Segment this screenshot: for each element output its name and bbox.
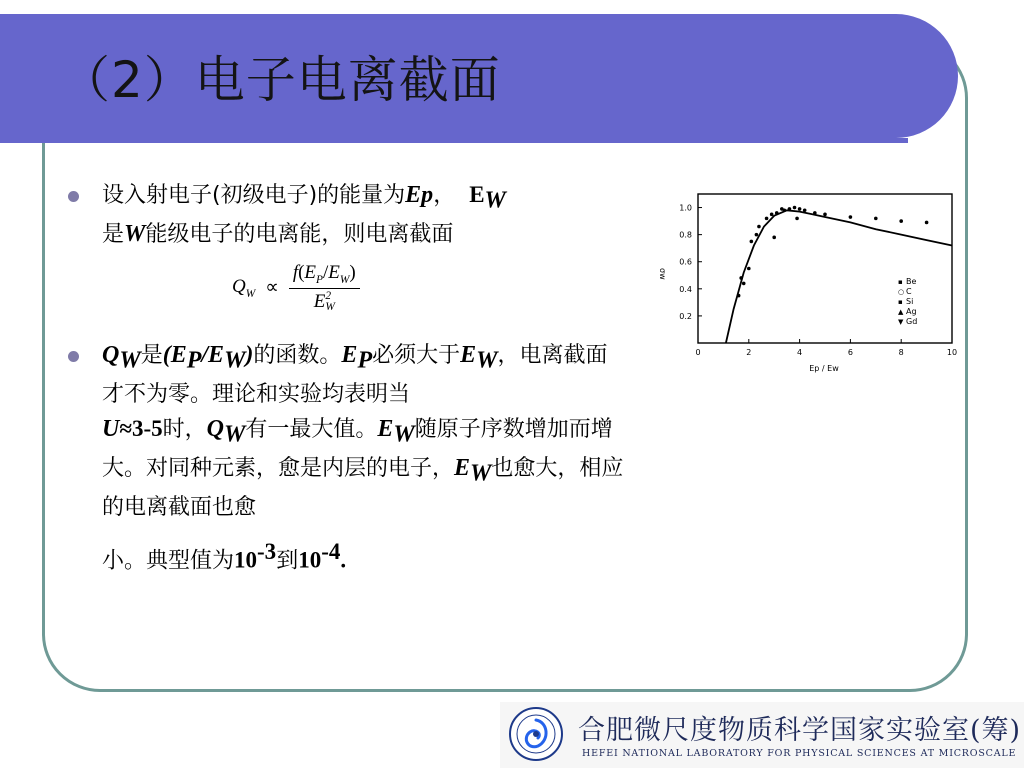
- data-point: [780, 207, 784, 211]
- institution-name-en: HEFEI NATIONAL LABORATORY FOR PHYSICAL SCIENCES AT MICROSCALE: [582, 748, 1017, 759]
- bullet-text-2: $Q_W$是$(E_P/E_W)$的函数。$E_P$必须大于$E_W$，电离截面才不为零。理论和实验均表明当 U≈3-5时，$Q_W$有一最大值。$E_W$随原子序数增加而增大。对同种元素，愈是内层的电子，$E_W$也愈大，相应的电离截面也愈 小。典型值为$10^{-3}$到$10^{-4}$.: [102, 342, 624, 573]
- data-point: [747, 267, 751, 271]
- data-point: [755, 233, 759, 237]
- data-point: [849, 215, 853, 219]
- data-point: [775, 211, 779, 215]
- data-point: [899, 219, 903, 223]
- bullet-text-1: 设入射电子(初级电子)的能量为Ep， $E_W$ 是W能级电子的电离能，则电离截面: [102, 182, 506, 248]
- institution-seal-logo: [508, 706, 564, 762]
- x-axis-label: Ep / Ew: [809, 364, 839, 373]
- data-point: [742, 282, 746, 286]
- ionization-formula: [232, 262, 360, 314]
- legend-marker-icon: ▼: [898, 318, 904, 326]
- bullet-dot-icon: [68, 191, 79, 202]
- data-point: [737, 294, 741, 298]
- data-point: [765, 217, 769, 221]
- legend-marker-icon: ▪: [898, 278, 903, 286]
- institution-name-cn: 合肥微尺度物质科学国家实验室(筹): [578, 715, 1022, 746]
- data-point: [739, 276, 743, 280]
- y-tick-label: 0.4: [679, 284, 692, 294]
- institution-banner: [500, 702, 1024, 768]
- legend-label: C: [906, 287, 912, 296]
- y-axis-label: σw: [658, 268, 667, 280]
- legend-marker-icon: ▪: [898, 298, 903, 306]
- data-point: [757, 225, 761, 229]
- x-tick-label: 0: [695, 348, 701, 357]
- y-tick-label: 0.6: [679, 257, 692, 267]
- data-point: [750, 240, 754, 244]
- data-point: [874, 217, 878, 221]
- data-point: [772, 236, 776, 240]
- slide-title: （2）电子电离截面: [60, 51, 501, 109]
- data-point: [795, 217, 799, 221]
- legend-marker-icon: ▲: [898, 308, 904, 316]
- data-point: [770, 213, 774, 217]
- data-point: [823, 213, 827, 217]
- data-point: [803, 208, 807, 212]
- formula-fraction: [289, 262, 360, 314]
- y-tick-label: 0.2: [679, 311, 692, 321]
- proportional-symbol: ∝: [265, 277, 279, 299]
- data-point: [788, 207, 792, 211]
- chart-svg: [652, 190, 972, 380]
- x-tick-label: 4: [797, 348, 803, 357]
- formula-lhs: $Q_W$: [232, 276, 256, 300]
- theory-curve: [726, 210, 952, 343]
- legend-label: Ag: [906, 307, 917, 316]
- x-tick-label: 2: [746, 348, 752, 357]
- data-point: [813, 211, 817, 215]
- y-tick-label: 0.8: [679, 230, 692, 240]
- x-tick-label: 6: [847, 348, 853, 357]
- title-underline: [0, 138, 908, 143]
- slide-body: [64, 178, 624, 578]
- bullet-item-2: [64, 338, 624, 578]
- bullet-dot-icon: [68, 351, 79, 362]
- x-tick-label: 8: [898, 348, 904, 357]
- x-tick-label: 10: [946, 348, 958, 357]
- legend-marker-icon: ○: [898, 288, 905, 296]
- legend-label: Be: [906, 277, 917, 286]
- data-point: [798, 207, 802, 211]
- data-point: [793, 206, 797, 210]
- ionization-cross-section-chart: [652, 190, 972, 380]
- legend-label: Gd: [906, 317, 918, 326]
- bullet-item-1: [64, 178, 624, 252]
- y-tick-label: 1.0: [679, 203, 692, 213]
- legend-label: Si: [906, 297, 914, 306]
- data-point: [925, 221, 929, 225]
- formula-numerator: $f(E_P/E_W)$: [289, 262, 360, 289]
- formula-denominator: E 2 W: [313, 290, 335, 314]
